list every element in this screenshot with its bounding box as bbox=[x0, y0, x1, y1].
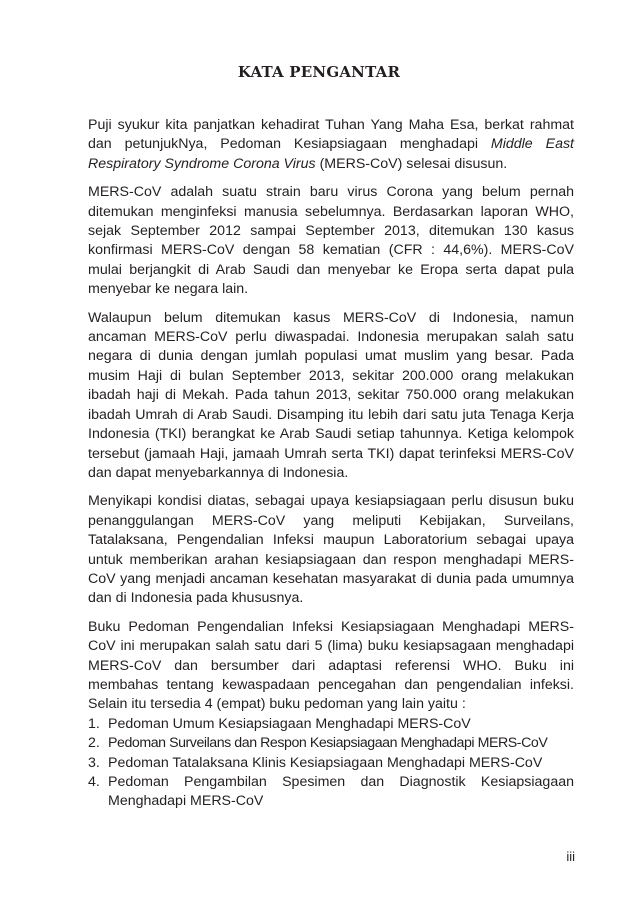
page-title: KATA PENGANTAR bbox=[237, 63, 401, 81]
paragraph-book-series: Buku Pedoman Pengendalian Infeksi Kesiapsiagaan Menghadapi MERS-CoV ini merupakan salah satu dari 5 (lima) buku kesiapsagaan menghadapi MERS-CoV dan bersumber dari adaptasi referensi WHO. Buku ini membahas tentang kewaspadaan pencegahan dan pengendalian infeksi. Selain itu tersedia 4 (empat) buku pedoman yang lain yaitu : bbox=[88, 618, 574, 713]
list-item-text: Pedoman Surveilans dan Respon Kesiapsiagaan Menghadapi MERS-CoV bbox=[108, 735, 548, 752]
list-item-text: Pedoman Pengambilan Spesimen dan Diagnostik Kesiapsiagaan Menghadapi MERS-CoV bbox=[108, 774, 574, 810]
body-text bbox=[88, 116, 574, 812]
page-number: iii bbox=[566, 849, 575, 864]
paragraph-intro-tail: (MERS-CoV) selesai disusun. bbox=[315, 155, 508, 172]
list-item-number: 2. bbox=[88, 735, 100, 752]
list-item-text: Pedoman Umum Kesiapsiagaan Menghadapi MERS-CoV bbox=[108, 715, 471, 732]
list-item-number: 4. bbox=[88, 774, 100, 790]
list-item bbox=[88, 773, 574, 812]
list-item bbox=[88, 715, 574, 734]
paragraph-intro-italic: Middle East Respiratory Syndrome Corona Virus bbox=[88, 136, 574, 172]
list-item bbox=[88, 754, 574, 773]
list-item-text: Pedoman Tatalaksana Klinis Kesiapsiagaan Menghadapi MERS-CoV bbox=[108, 754, 543, 771]
paragraph-intro-text: Puji syukur kita panjatkan kehadirat Tuhan Yang Maha Esa, berkat rahmat dan petunjukNya, Pedoman Kesiapsiagaan menghadapi bbox=[88, 117, 574, 153]
paragraph-response: Menyikapi kondisi diatas, sebagai upaya kesiapsiagaan perlu disusun buku penanggulangan MERS-CoV yang meliputi Kebijakan, Surveilans, Tatalaksana, Pengendalian Infeksi maupun Laboratorium sebagai upaya untuk memberikan arahan kesiapsiagaan dan respon menghadapi MERS-CoV yang menjadi ancaman kesehatan masyarakat di dunia pada umumnya dan di Indonesia pada khususnya. bbox=[88, 493, 574, 607]
guideline-list bbox=[88, 715, 574, 812]
paragraph-indonesia-threat: Walaupun belum ditemukan kasus MERS-CoV di Indonesia, namun ancaman MERS-CoV perlu diwaspadai. Indonesia merupakan salah satu negara di dunia dengan jumlah populasi umat muslim yang besar. Pada musim Haji di bulan September 2013, sekitar 200.000 orang melakukan ibadah haji di Mekah. Pada tahun 2013, sekitar 750.000 orang melakukan ibadah Umrah di Arab Saudi. Disamping itu lebih dari satu juta Tenaga Kerja Indonesia (TKI) berangkat ke Arab Saudi setiap tahunnya. Ketiga kelompok tersebut (jamaah Haji, jamaah Umrah serta TKI) dapat terinfeksi MERS-CoV dan dapat menyebarkannya di Indonesia. bbox=[88, 309, 574, 481]
list-item-number: 1. bbox=[88, 715, 100, 732]
list-item-number: 3. bbox=[88, 754, 100, 771]
list-item bbox=[88, 734, 574, 753]
paragraph-mers-description: MERS-CoV adalah suatu strain baru virus Corona yang belum pernah ditemukan menginfeksi manusia sebelumnya. Berdasarkan laporan WHO, sejak September 2012 sampai September 2013, ditemukan 130 kasus konfirmasi MERS-CoV dengan 58 kematian (CFR : 44,6%). MERS-CoV mulai berjangkit di Arab Saudi dan menyebar ke Eropa serta dapat pula menyebar ke negara lain. bbox=[88, 184, 574, 298]
paragraph-intro bbox=[88, 116, 574, 174]
